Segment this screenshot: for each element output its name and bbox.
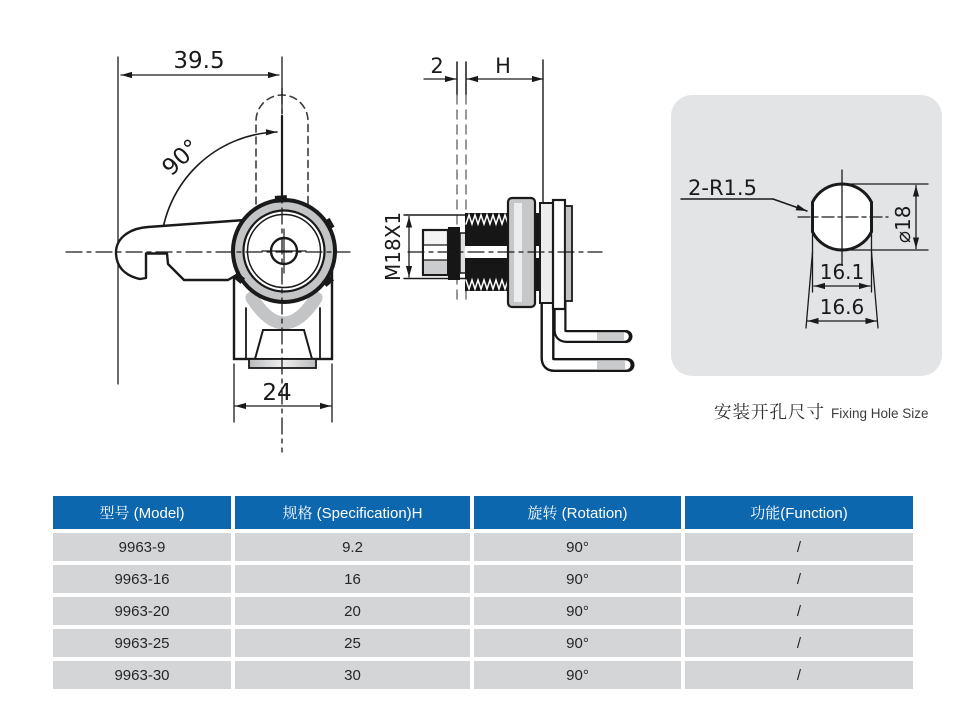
spec-cell: 30 [235, 661, 470, 689]
spec-cell: 25 [235, 629, 470, 657]
function-cell: / [685, 533, 913, 561]
spec-cell: 16 [235, 565, 470, 593]
dim-diameter-label: ⌀18 [891, 205, 915, 243]
rotation-cell: 90° [474, 661, 681, 689]
function-cell: / [685, 597, 913, 625]
dim-thread-label: M18X1 [381, 211, 405, 281]
model-cell: 9963-16 [53, 565, 231, 593]
front-view-drawing [66, 48, 350, 452]
caption-en: Fixing Hole Size [831, 406, 929, 421]
col-header-function: 功能(Function) [685, 496, 913, 529]
corner-radius-label: 2-R1.5 [688, 176, 757, 200]
bracket-plate [553, 200, 565, 309]
rotation-cell: 90° [474, 597, 681, 625]
side-view-drawing [381, 54, 628, 369]
spec-cell: 9.2 [235, 533, 470, 561]
model-cell: 9963-30 [53, 661, 231, 689]
washer [448, 227, 460, 280]
dim-overall-width-label: 16.6 [819, 295, 865, 319]
col-header-rotation: 旋转 (Rotation) [474, 496, 681, 529]
model-cell: 9963-20 [53, 597, 231, 625]
spec-cell: 20 [235, 597, 470, 625]
function-cell: / [685, 565, 913, 593]
rotation-cell: 90° [474, 565, 681, 593]
dim-base-label: 24 [262, 380, 292, 406]
caption-zh: 安装开孔尺寸 [714, 402, 825, 422]
dim-thickness-label: 2 [430, 54, 444, 78]
hook-cam [116, 220, 245, 280]
dim-angle-label: 90° [157, 134, 206, 182]
rotation-cell: 90° [474, 629, 681, 657]
hole-view-drawing [671, 95, 942, 376]
dim-grip-label: H [495, 54, 511, 78]
nut-facet [424, 260, 447, 274]
dim-flat-width-label: 16.1 [819, 260, 865, 284]
arm-shading [597, 361, 625, 369]
cam-arm-upper [560, 300, 626, 337]
function-cell: / [685, 629, 913, 657]
rotation-cell: 90° [474, 533, 681, 561]
dim-width-label: 39.5 [173, 48, 225, 74]
arm-shading [597, 333, 624, 341]
function-cell: / [685, 661, 913, 689]
flange-plate2 [565, 206, 572, 301]
spec-table [53, 496, 913, 689]
model-cell: 9963-9 [53, 533, 231, 561]
housing-pedestal [255, 330, 312, 359]
col-header-specification: 规格 (Specification)H [235, 496, 470, 529]
col-header-model: 型号 (Model) [53, 496, 231, 529]
model-cell: 9963-25 [53, 629, 231, 657]
hole-view-caption [714, 399, 929, 424]
flange-plate [540, 203, 553, 303]
